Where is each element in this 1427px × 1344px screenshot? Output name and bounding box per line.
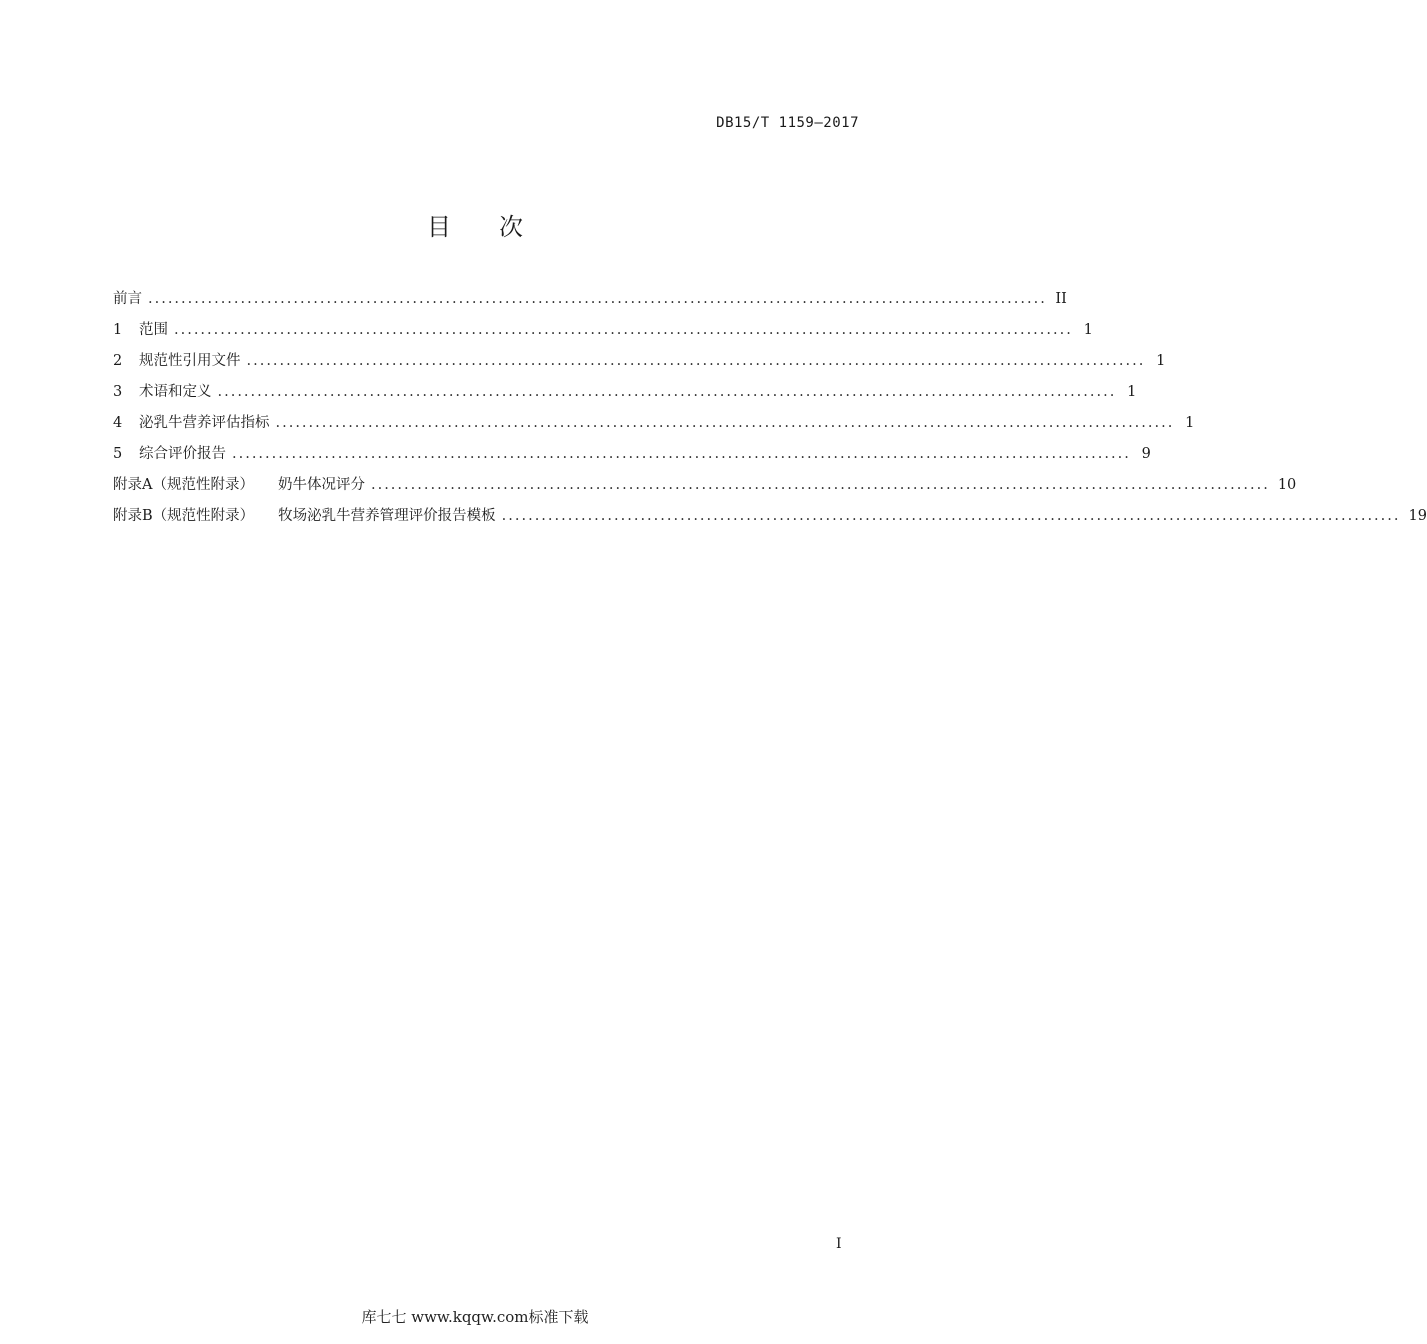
toc-leader-dots: ........................................................................................................................................ [501,508,1401,524]
toc-leader-dots: ........................................................................................................................................ [217,384,1117,400]
toc-entry-page: 19 [1408,508,1427,524]
toc-entry-number: 3 [113,384,123,400]
toc-entry-appendix-a[interactable] [113,473,1297,504]
toc-entry-page: 1 [1127,384,1137,400]
toc-entry-number: 5 [113,446,123,462]
toc-entry-number: 2 [113,353,123,369]
toc-entry-normative-references[interactable] [113,349,1166,380]
toc-entry-nutrition-indicators[interactable] [113,411,1195,442]
toc-entry-page: 10 [1277,477,1297,493]
toc-entry-label: 附录A（规范性附录） [113,477,254,493]
toc-entry-page: II [1055,291,1067,307]
page-title: 目次 [427,213,571,241]
toc-leader-dots: ........................................................................................................................................ [370,477,1270,493]
toc-entry-terms-definitions[interactable] [113,380,1137,411]
toc-leader-dots: ........................................................................................................................................ [232,446,1131,462]
toc-entry-label: 综合评价报告 [139,446,226,462]
toc-entry-number: 1 [113,322,123,338]
toc-leader-dots: ........................................................................................................................................ [275,415,1175,431]
toc-entry-page: 1 [1083,322,1093,338]
toc-entry-label: 术语和定义 [139,384,212,400]
toc-entry-page: 9 [1141,446,1151,462]
toc-entry-label: 范围 [139,322,168,338]
toc-entry-page: 1 [1156,353,1166,369]
table-of-contents [113,287,1427,535]
toc-entry-label: 泌乳牛营养评估指标 [139,415,270,431]
footer-watermark: 库七七 www.kqqw.com标准下载 [361,1308,589,1326]
toc-entry-label: 前言 [113,291,142,307]
document-code: DB15/T 1159—2017 [716,115,859,131]
toc-entry-subtitle: 牧场泌乳牛营养管理评价报告模板 [278,508,496,524]
page-number: I [836,1236,842,1252]
toc-leader-dots: ........................................................................................................................................ [246,353,1146,369]
toc-entry-page: 1 [1185,415,1195,431]
toc-entry-number: 4 [113,415,123,431]
toc-entry-appendix-b[interactable] [113,504,1427,535]
toc-entry-foreword[interactable] [113,287,1067,318]
toc-entry-scope[interactable] [113,318,1093,349]
toc-leader-dots: ........................................................................................................................................ [174,322,1073,338]
toc-leader-dots: ........................................................................................................................................ [148,291,1047,307]
toc-entry-evaluation-report[interactable] [113,442,1151,473]
toc-entry-label: 规范性引用文件 [139,353,241,369]
toc-entry-subtitle: 奶牛体况评分 [277,477,365,493]
toc-entry-label: 附录B（规范性附录） [113,508,255,524]
